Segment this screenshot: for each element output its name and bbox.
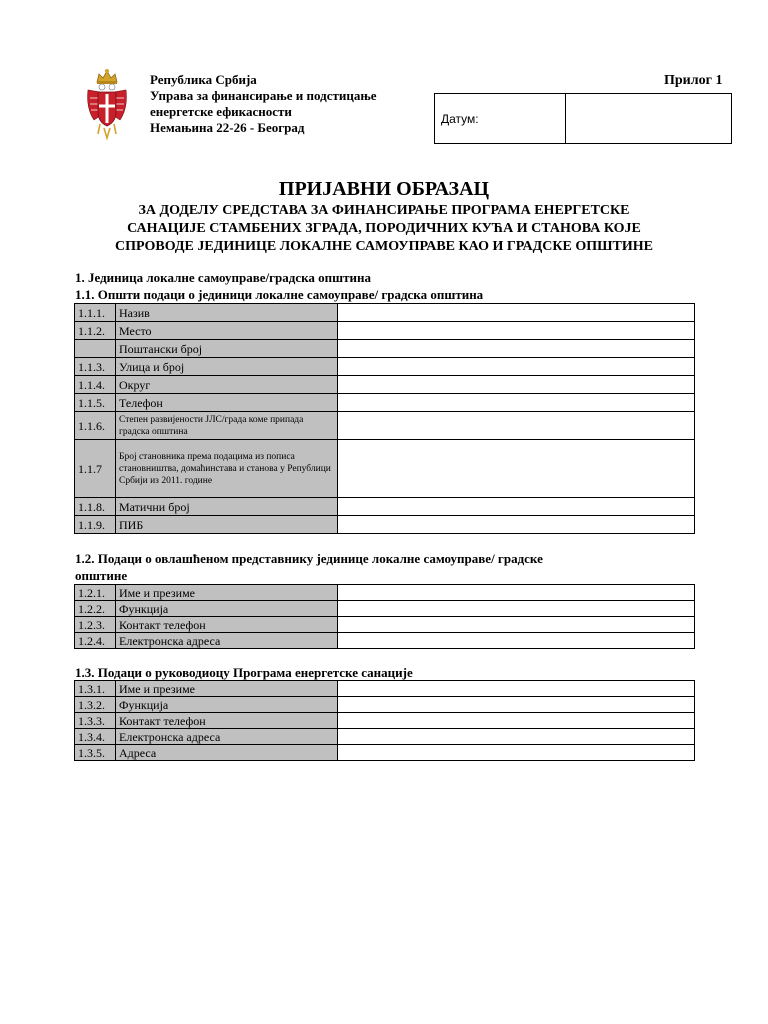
table-row bbox=[75, 498, 695, 516]
section-1-2-heading-line1: 1.2. Подаци о овлашћеном представнику јединице локалне самоуправе/ градске bbox=[75, 551, 543, 566]
place-field[interactable] bbox=[338, 322, 695, 340]
manager-name-field[interactable] bbox=[338, 681, 695, 697]
row-label: Улица и број bbox=[116, 358, 338, 376]
table-row bbox=[75, 745, 695, 761]
row-label: Функција bbox=[116, 601, 338, 617]
table-row bbox=[75, 358, 695, 376]
row-label: Назив bbox=[116, 304, 338, 322]
tax-id-field[interactable] bbox=[338, 516, 695, 534]
table-row bbox=[75, 617, 695, 633]
general-data-table bbox=[74, 303, 695, 534]
row-number: 1.1.9. bbox=[75, 516, 116, 534]
table-row bbox=[75, 633, 695, 649]
section-1-1-heading: 1.1. Општи подаци о јединици локалне самоуправе/ градска општина bbox=[75, 287, 484, 302]
representative-name-field[interactable] bbox=[338, 585, 695, 601]
row-label: Број становника према подацима из пописа становништва, домаћинстава и станова у Републици Србији из 2011. године bbox=[116, 440, 338, 498]
row-label: Адреса bbox=[116, 745, 338, 761]
row-number: 1.1.6. bbox=[75, 412, 116, 440]
table-row bbox=[75, 394, 695, 412]
row-label: Телефон bbox=[116, 394, 338, 412]
subtitle-line: СПРОВОДЕ ЈЕДИНИЦЕ ЛОКАЛНЕ САМОУПРАВЕ КАО И ГРАДСКЕ ОПШТИНЕ bbox=[115, 239, 653, 254]
row-label: Матични број bbox=[116, 498, 338, 516]
manager-function-field[interactable] bbox=[338, 697, 695, 713]
row-label: Контакт телефон bbox=[116, 617, 338, 633]
name-field[interactable] bbox=[338, 304, 695, 322]
row-label: Електронска адреса bbox=[116, 729, 338, 745]
authorized-representative-table bbox=[74, 584, 695, 649]
row-label: Округ bbox=[116, 376, 338, 394]
population-field[interactable] bbox=[338, 440, 695, 498]
table-row bbox=[75, 729, 695, 745]
serbia-coat-of-arms-icon bbox=[84, 68, 130, 142]
row-label: Електронска адреса bbox=[116, 633, 338, 649]
row-number: 1.2.2. bbox=[75, 601, 116, 617]
row-number: 1.1.5. bbox=[75, 394, 116, 412]
subtitle-line: ЗА ДОДЕЛУ СРЕДСТАВА ЗА ФИНАНСИРАЊЕ ПРОГРАМА ЕНЕРГЕТСКЕ bbox=[138, 203, 630, 218]
section-1-3-heading: 1.3. Подаци о руководиоцу Програма енергетске санације bbox=[75, 665, 413, 680]
manager-phone-field[interactable] bbox=[338, 713, 695, 729]
table-row bbox=[75, 440, 695, 498]
organization-header bbox=[150, 72, 440, 136]
annex-label: Прилог 1 bbox=[664, 73, 723, 88]
development-level-field[interactable] bbox=[338, 412, 695, 440]
org-name-line1: Управа за финансирање и подстицање bbox=[150, 88, 377, 103]
table-row bbox=[75, 601, 695, 617]
row-number: 1.3.2. bbox=[75, 697, 116, 713]
org-address: Немањина 22-26 - Београд bbox=[150, 120, 305, 135]
section-1-2-heading bbox=[75, 550, 543, 584]
manager-email-field[interactable] bbox=[338, 729, 695, 745]
representative-function-field[interactable] bbox=[338, 601, 695, 617]
form-subtitle bbox=[60, 202, 708, 256]
registration-number-field[interactable] bbox=[338, 498, 695, 516]
table-row bbox=[75, 585, 695, 601]
row-label: Функција bbox=[116, 697, 338, 713]
row-number: 1.2.4. bbox=[75, 633, 116, 649]
table-row bbox=[75, 516, 695, 534]
row-number bbox=[75, 340, 116, 358]
table-row bbox=[75, 713, 695, 729]
table-row bbox=[75, 340, 695, 358]
row-number: 1.1.8. bbox=[75, 498, 116, 516]
date-field[interactable] bbox=[566, 94, 731, 143]
row-label: Контакт телефон bbox=[116, 713, 338, 729]
row-number: 1.3.3. bbox=[75, 713, 116, 729]
row-number: 1.1.4. bbox=[75, 376, 116, 394]
row-label: Име и презиме bbox=[116, 585, 338, 601]
row-number: 1.3.4. bbox=[75, 729, 116, 745]
representative-email-field[interactable] bbox=[338, 633, 695, 649]
row-label: Степен развијености ЈЛС/града коме припада градска општина bbox=[116, 412, 338, 440]
date-box bbox=[434, 93, 732, 144]
row-number: 1.2.3. bbox=[75, 617, 116, 633]
table-row bbox=[75, 304, 695, 322]
row-label: Место bbox=[116, 322, 338, 340]
row-number: 1.2.1. bbox=[75, 585, 116, 601]
row-number: 1.3.1. bbox=[75, 681, 116, 697]
table-row bbox=[75, 681, 695, 697]
table-row bbox=[75, 322, 695, 340]
org-name-line2: енергетске ефикасности bbox=[150, 104, 292, 119]
row-number: 1.1.2. bbox=[75, 322, 116, 340]
representative-phone-field[interactable] bbox=[338, 617, 695, 633]
table-row bbox=[75, 412, 695, 440]
subtitle-line: САНАЦИЈЕ СТАМБЕНИХ ЗГРАДА, ПОРОДИЧНИХ КУЋА И СТАНОВА КОЈЕ bbox=[127, 221, 641, 236]
table-row bbox=[75, 376, 695, 394]
row-label: ПИБ bbox=[116, 516, 338, 534]
phone-field[interactable] bbox=[338, 394, 695, 412]
row-number: 1.1.3. bbox=[75, 358, 116, 376]
section-1-heading: 1. Јединица локалне самоуправе/градска општина bbox=[75, 270, 371, 285]
section-1-2-heading-line2: општине bbox=[75, 568, 128, 583]
row-number: 1.1.1. bbox=[75, 304, 116, 322]
program-manager-table bbox=[74, 680, 695, 761]
row-label: Име и презиме bbox=[116, 681, 338, 697]
manager-address-field[interactable] bbox=[338, 745, 695, 761]
district-field[interactable] bbox=[338, 376, 695, 394]
postal-code-field[interactable] bbox=[338, 340, 695, 358]
street-field[interactable] bbox=[338, 358, 695, 376]
table-row bbox=[75, 697, 695, 713]
date-label: Датум: bbox=[435, 94, 566, 143]
row-number: 1.3.5. bbox=[75, 745, 116, 761]
row-label: Поштански број bbox=[116, 340, 338, 358]
org-country: Република Србија bbox=[150, 72, 257, 87]
form-title: ПРИЈАВНИ ОБРАЗАЦ bbox=[278, 178, 490, 200]
row-number: 1.1.7 bbox=[75, 440, 116, 498]
